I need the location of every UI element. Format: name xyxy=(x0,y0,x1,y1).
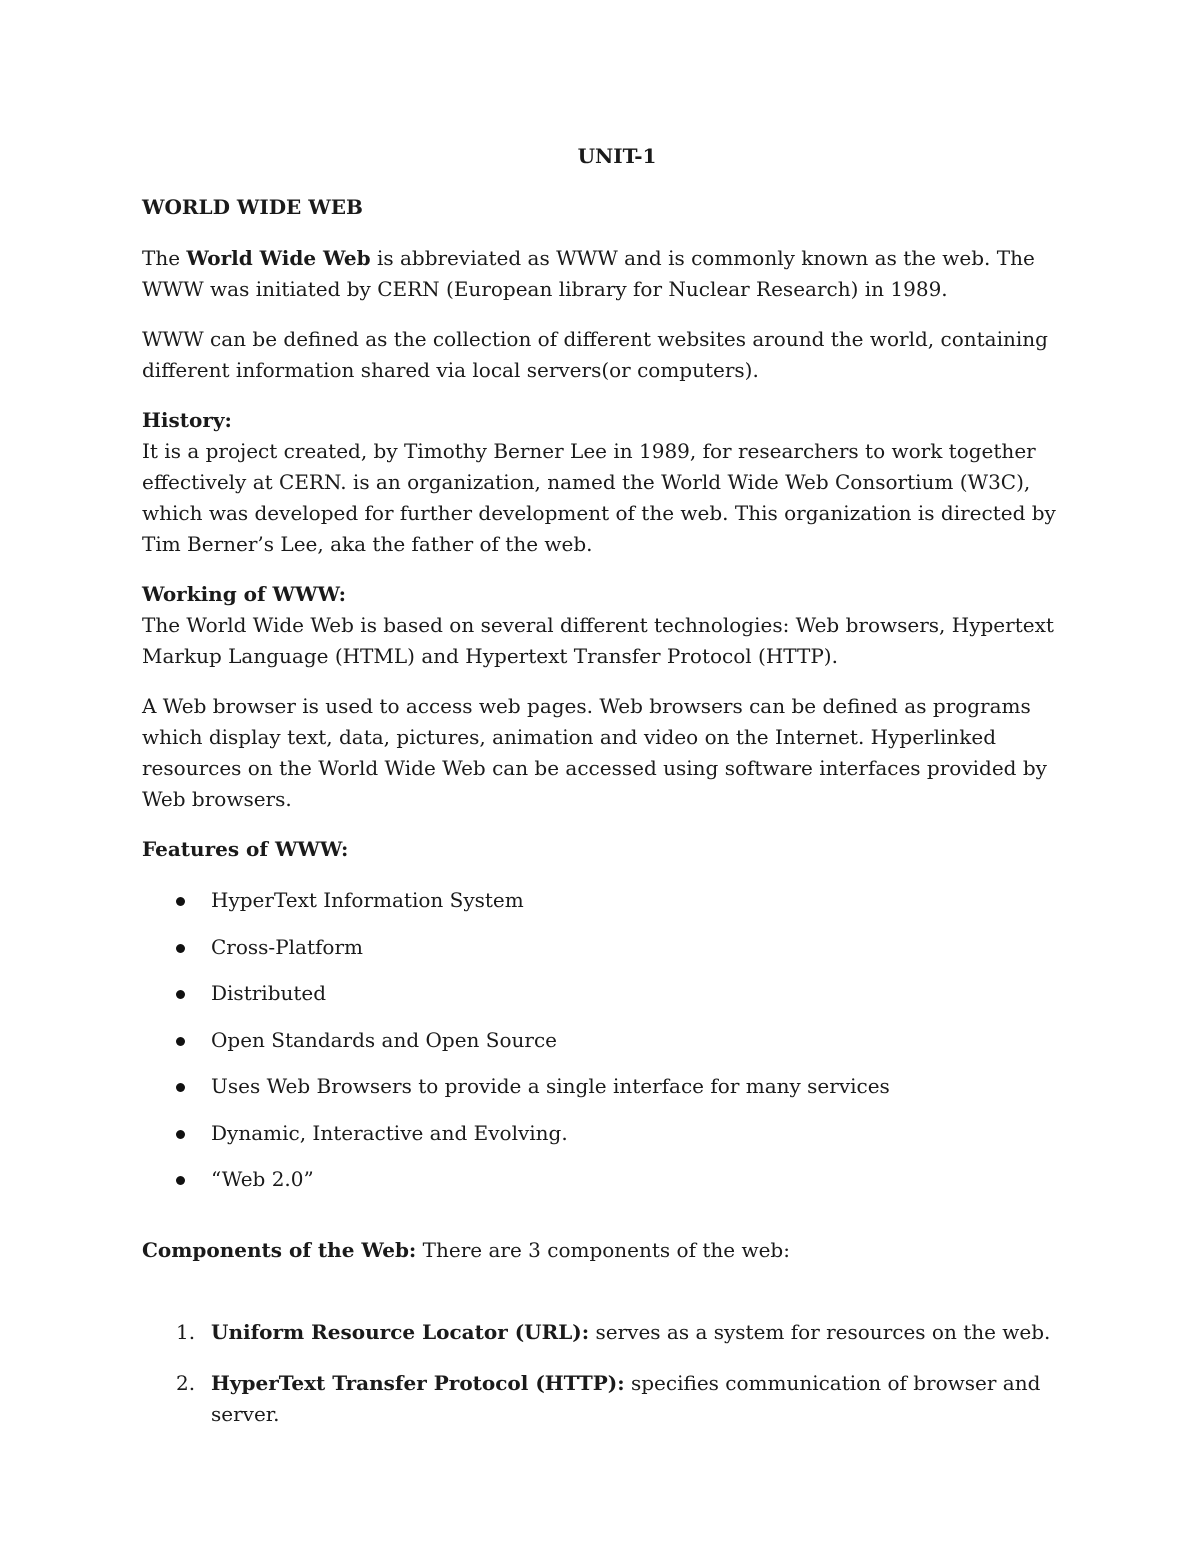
list-item xyxy=(142,885,1062,916)
components-heading: Components of the Web: xyxy=(142,1238,417,1262)
features-heading: Features of WWW: xyxy=(142,837,349,861)
list-item xyxy=(142,1164,1062,1195)
working-paragraph-2: A Web browser is used to access web pages. Web browsers can be defined as programs which display text, data, pictures, animation and video on the Internet. Hyperlinked resources on the World Wide Web can be accessed using software interfaces provided by Web browsers. xyxy=(142,694,1047,811)
feature-text: Open Standards and Open Source xyxy=(211,1027,557,1052)
components-intro: There are 3 components of the web: xyxy=(416,1238,790,1262)
intro-p1-post: is abbreviated as WWW and is commonly known as the web. The WWW was initiated by CERN (European library for Nuclear Research) in 1989. xyxy=(142,246,1035,301)
list-item xyxy=(142,1025,1062,1056)
intro-p1-bold: World Wide Web xyxy=(186,246,371,270)
list-item xyxy=(142,1317,1062,1348)
feature-text: “Web 2.0” xyxy=(211,1167,314,1191)
list-item xyxy=(142,1071,1062,1102)
feature-text: Distributed xyxy=(211,981,327,1005)
feature-text: Uses Web Browsers to provide a single interface for many services xyxy=(211,1074,890,1098)
bullet-icon xyxy=(176,1130,185,1139)
component-term: Uniform Resource Locator (URL): xyxy=(211,1320,590,1344)
component-desc: serves as a system for resources on the web. xyxy=(589,1320,1051,1344)
list-number: 1. xyxy=(176,1320,196,1344)
bullet-icon xyxy=(176,1176,185,1185)
working-paragraph-1: The World Wide Web is based on several different technologies: Web browsers, Hypertext Markup Language (HTML) and Hypertext Transfer Protocol (HTTP). xyxy=(142,613,1054,668)
bullet-icon xyxy=(176,944,185,953)
component-term: HyperText Transfer Protocol (HTTP): xyxy=(211,1371,625,1395)
component-desc: specifies communication of browser and server. xyxy=(211,1371,1041,1426)
intro-paragraph-1 xyxy=(142,243,1062,305)
list-item xyxy=(142,1118,1062,1149)
history-paragraph: It is a project created, by Timothy Berner Lee in 1989, for researchers to work together effectively at CERN. is an organization, named the World Wide Web Consortium (W3C), which was developed for further development of the web. This organization is directed by Tim Berner’s Lee, aka the father of the web. xyxy=(142,439,1056,556)
feature-text: Dynamic, Interactive and Evolving. xyxy=(211,1120,568,1145)
intro-p1-pre: The xyxy=(142,246,187,270)
list-item xyxy=(142,932,1062,963)
feature-text: HyperText Information System xyxy=(211,888,524,912)
feature-text: Cross-Platform xyxy=(211,934,363,959)
features-list xyxy=(142,885,1062,1195)
history-heading: History: xyxy=(142,408,232,432)
list-number: 2. xyxy=(176,1371,196,1395)
bullet-icon xyxy=(176,1037,185,1046)
bullet-icon xyxy=(176,897,185,906)
list-item xyxy=(142,978,1062,1009)
list-item xyxy=(142,1368,1062,1430)
working-heading: Working of WWW: xyxy=(142,582,346,606)
components-list xyxy=(142,1317,1062,1430)
components-paragraph xyxy=(142,1235,1062,1266)
bullet-icon xyxy=(176,1083,185,1092)
document-content xyxy=(142,141,1062,1450)
bullet-icon xyxy=(176,990,185,999)
intro-paragraph-2: WWW can be defined as the collection of different websites around the world, containing different information shared via local servers(or computers). xyxy=(142,327,1048,382)
unit-title: UNIT-1 xyxy=(577,144,657,168)
section-title: WORLD WIDE WEB xyxy=(142,195,363,219)
